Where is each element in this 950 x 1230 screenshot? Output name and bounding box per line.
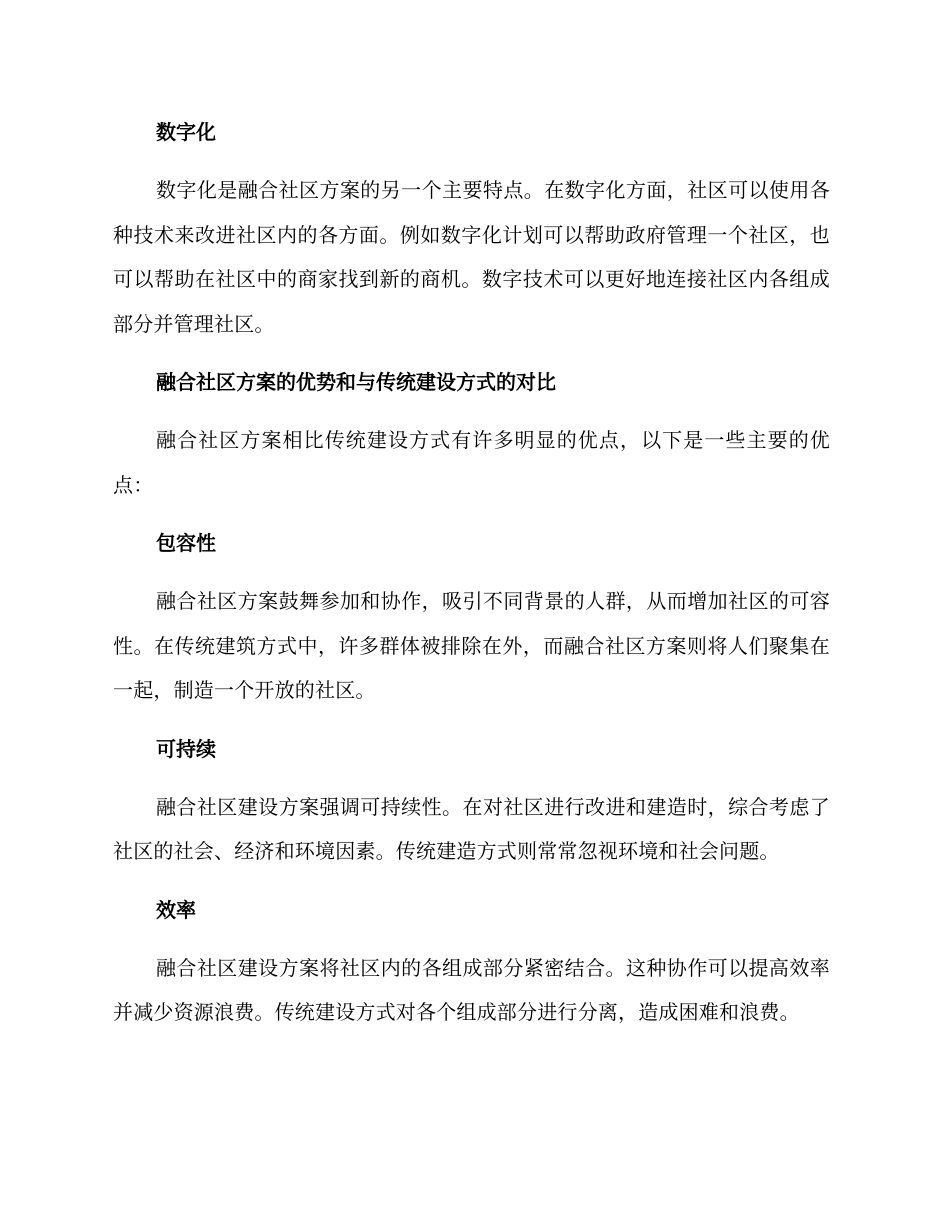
section-heading-digitalization: 数字化 [156,120,216,144]
section-heading-inclusiveness: 包容性 [156,531,216,555]
section-heading-sustainability: 可持续 [156,736,216,761]
section-heading-advantages: 融合社区方案的优势和与传统建设方式的对比 [156,370,556,394]
section-paragraph-sustainability: 融合社区建设方案强调可持续性。在对社区进行改进和建造时，综合考虑了社区的社会、经济和环境因素。传统建造方式则常常忽视环境和社会问题。 [113,794,830,863]
section-paragraph-inclusiveness: 融合社区方案鼓舞参加和协作，吸引不同背景的人群，从而增加社区的可容性。在传统建筑方式中，许多群体被排除在外，而融合社区方案则将人们聚集在一起，制造一个开放的社区。 [113,589,830,702]
section-paragraph-digitalization: 数字化是融合社区方案的另一个主要特点。在数字化方面，社区可以使用各种技术来改进社区内的各方面。例如数字化计划可以帮助政府管理一个社区，也可以帮助在社区中的商家找到新的商机。数字技术可以更好地连接社区内各组成部分并管理社区。 [113,178,830,336]
section-paragraph-efficiency: 融合社区建设方案将社区内的各组成部分紧密结合。这种协作可以提高效率并减少资源浪费。传统建设方式对各个组成部分进行分离，造成困难和浪费。 [113,955,830,1024]
section-heading-efficiency: 效率 [156,897,196,922]
section-paragraph-advantages: 融合社区方案相比传统建设方式有许多明显的优点，以下是一些主要的优点： [113,428,830,497]
